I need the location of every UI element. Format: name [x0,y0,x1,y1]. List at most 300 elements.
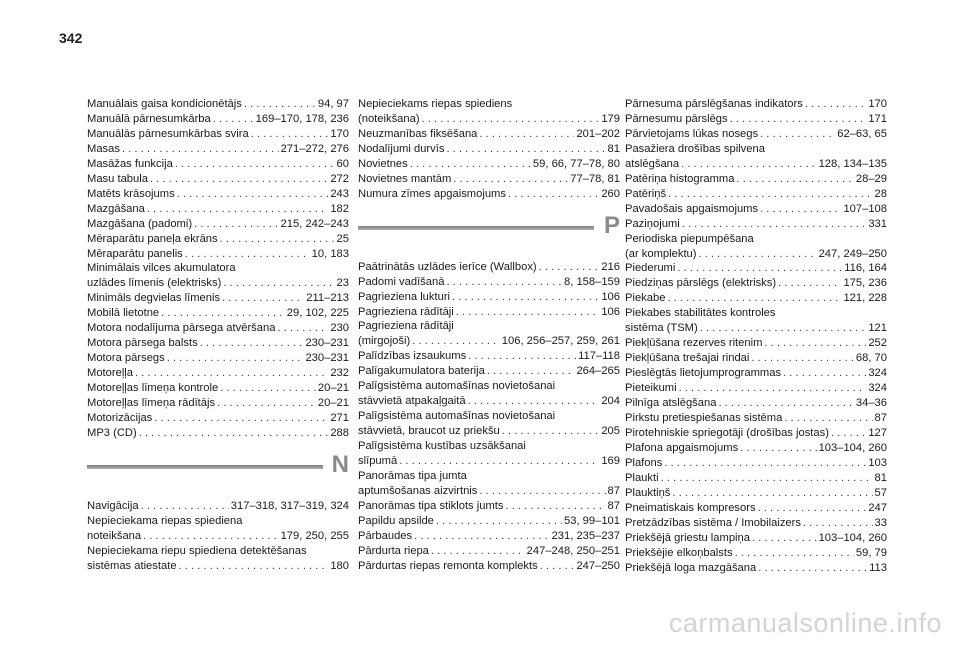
page-reference: 121 [868,322,887,335]
index-term: Mazgāšana [87,202,145,215]
dot-leader [679,381,867,396]
page-reference: 10, 183 [311,247,349,260]
index-entry-row [87,217,349,232]
dot-leader [699,247,817,262]
index-entry [358,275,620,290]
index-entry-line: Palīgsistēma kustības uzsākšanai [358,440,526,453]
index-entry-row [625,471,887,486]
page-reference: 77–78, 81 [570,172,620,185]
index-term: MP3 (CD) [87,426,137,439]
section-letter: P [603,211,620,239]
index-entry-row [87,366,349,381]
index-entry-row [358,454,620,469]
index-entry [358,364,620,379]
index-entry-line: Pasažiera drošības spilvena [625,142,765,155]
page-reference: 211–213 [306,292,349,305]
dot-leader [681,157,816,172]
index-term: Plaukti [625,471,659,484]
dot-leader [412,334,500,349]
index-entry-row [625,202,887,217]
index-entry-row [625,381,887,396]
dot-leader [139,426,329,441]
index-entry-row [358,334,620,349]
dot-leader [410,157,531,172]
index-entry-row [625,366,887,381]
index-entry-row [87,499,349,514]
page-reference: 317–318, 317–319, 324 [230,499,349,512]
page-reference: 324 [868,382,887,395]
index-term: Motorizācijas [87,412,153,425]
index-entry [625,366,887,381]
index-term: slīpumā [358,455,398,468]
dot-leader [760,127,835,142]
dot-leader [506,499,606,514]
section-divider-bar [87,465,323,469]
dot-leader [667,291,841,306]
index-entry-row [358,349,620,364]
dot-leader [223,276,334,291]
index-entry [87,426,349,441]
index-entry-line: Piekabes stabilitātes kontroles [625,307,776,320]
dot-leader [135,366,328,381]
index-entry-row [87,411,349,426]
index-term: Palīdzības izsaukums [358,350,467,363]
page-reference: 57 [874,486,887,499]
index-term: Mobilā lietotne [87,307,160,320]
page-reference: 8, 158–159 [564,275,620,288]
index-entry-line: Minimālais vilces akumulatora [87,262,236,275]
index-term: Masāžas funkcija [87,157,173,170]
index-entry [87,366,349,381]
index-entry-row [625,561,887,576]
index-entry [358,349,620,364]
index-entry [625,97,887,112]
index-entry-row [625,321,887,336]
page-reference: 230–231 [305,337,349,350]
index-term: Papildu apsilde [358,514,434,527]
page-reference: 260 [601,187,620,200]
index-entry-line: Palīgsistēma automašīnas novietošanai [358,410,556,423]
index-entry-row [87,202,349,217]
page-reference: 171 [868,112,887,125]
index-entry [625,142,887,172]
dot-leader [167,351,304,366]
dot-leader [217,396,316,411]
page-reference: 288 [330,426,349,439]
page-reference: 243 [330,187,349,200]
index-entry-row [625,516,887,531]
dot-leader [758,501,867,516]
dot-leader [730,112,867,127]
page-reference: 28 [874,187,887,200]
index-entry-row [625,157,887,172]
index-entry-row [625,291,887,306]
dot-leader [141,499,229,514]
index-entry [625,172,887,187]
dot-leader [661,471,873,486]
page-number: 342 [59,30,83,46]
index-entry [625,336,887,351]
index-term: Motoreļļas līmeņa kontrole [87,382,219,395]
index-entry-row [625,396,887,411]
dot-leader [540,559,575,574]
index-entry-line: Pagrieziena rādītāji [358,320,454,333]
index-entry-row [358,394,620,409]
dot-leader [468,394,600,409]
index-entry [358,97,620,127]
index-term: Numura zīmes apgaismojums [358,187,506,200]
page-reference: 34–36 [855,397,887,410]
index-term: Priekšējā loga mazgāšana [625,561,757,574]
dot-leader [778,276,841,291]
index-entry-row [87,336,349,351]
index-term: Pārnesumu pārslēgs [625,112,728,125]
page-reference: 62–63, 65 [837,127,887,140]
index-entry-row [87,306,349,321]
index-entry-row [358,559,620,574]
page-reference: 81 [607,142,620,155]
index-column-1 [87,97,349,574]
page-reference: 60 [336,157,349,170]
index-term: Motoreļļa [87,367,134,380]
page-reference: 169–170, 178, 236 [255,112,349,125]
page-reference: 271 [330,412,349,425]
index-entry [87,217,349,232]
dot-leader [220,381,316,396]
page-reference: 20–21 [317,382,349,395]
index-entry [625,232,887,262]
index-entry [625,306,887,336]
index-entry [87,381,349,396]
page-reference: 252 [868,337,887,350]
index-entry-row [87,247,349,262]
index-term: Masu tabula [87,172,148,185]
dot-leader [446,142,605,157]
index-entry [87,187,349,202]
dot-leader [751,351,854,366]
page-reference: 106 [601,305,620,318]
dot-leader [479,127,574,142]
index-entry [87,202,349,217]
index-term: Neuzmanības fiksēšana [358,127,478,140]
index-term: Pārbaudes [358,529,413,542]
index-entry-row [87,97,349,112]
page-reference: 59, 79 [855,546,887,559]
index-entry-row [625,441,887,456]
index-entry-row [87,187,349,202]
index-term: Piedziņas pārslēgs (elektrisks) [625,277,777,290]
index-entry-row [358,157,620,172]
index-entry [625,217,887,232]
page-reference: 169 [601,455,620,468]
index-term: Motora pārsegs [87,352,165,365]
index-entry [625,261,887,276]
index-entry [358,319,620,349]
index-term: Matēts krāsojums [87,187,175,200]
dot-leader [664,456,866,471]
index-term: Masas [87,142,120,155]
index-entry [625,396,887,411]
index-entry [625,456,887,471]
index-entry [87,142,349,157]
index-entry [625,546,887,561]
index-entry [358,142,620,157]
index-entry [358,172,620,187]
index-entry-row [358,364,620,379]
index-term: Minimāls degvielas līmenis [87,292,221,305]
page-reference: 103 [868,456,887,469]
index-entry [358,469,620,499]
index-term: Plauktiņš [625,486,671,499]
index-entry-row [625,486,887,501]
page-reference: 33 [874,516,887,529]
dot-leader [805,97,866,112]
index-term: stāvvietā, braucot uz priekšu [358,425,500,438]
page-reference: 81 [874,471,887,484]
index-entry [87,172,349,187]
page-reference: 87 [874,412,887,425]
index-entry-row [87,232,349,247]
index-entry-row [358,529,620,544]
index-entry [625,112,887,127]
dot-leader [122,142,279,157]
page-reference: 23 [336,277,349,290]
index-term: Priekšējie elkoņbalsts [625,546,733,559]
index-entry [358,544,620,559]
index-entry-row [358,544,620,559]
page-reference: 107–108 [843,202,887,215]
index-entry [625,291,887,306]
index-term: Panorāmas tipa stiklots jumts [358,499,504,512]
index-entry [358,187,620,202]
dot-leader [456,305,600,320]
dot-leader [468,349,576,364]
index-term: Piederumi [625,262,676,275]
index-entry-row [625,187,887,202]
index-entry-row [87,157,349,172]
index-term: Motora pārsega balsts [87,337,198,350]
index-entry-row [625,172,887,187]
index-entry [87,514,349,544]
index-entry-row [87,529,349,544]
dot-leader [700,321,867,336]
dot-leader [672,486,872,501]
index-term: Motora nodalījuma pārsega atvēršana [87,322,276,335]
dot-leader [175,157,335,172]
page-reference: 127 [868,426,887,439]
index-entry-row [87,396,349,411]
index-term: Pneimatiskais kompresors [625,501,756,514]
index-entry [87,232,349,247]
index-entry [625,561,887,576]
index-term: Pirotehniskie spriegotāji (drošības jostas) [625,426,829,439]
index-entry-row [87,351,349,366]
page-reference: 331 [868,217,887,230]
index-entry-row [87,559,349,574]
page-reference: 68, 70 [855,352,887,365]
page-reference: 121, 228 [843,292,887,305]
page-reference: 324 [868,367,887,380]
dot-leader [735,546,854,561]
dot-leader [154,411,328,426]
index-entry [87,411,349,426]
watermark-text: carmanualsonline.info [668,608,942,638]
index-entry [87,112,349,127]
index-term: Patēriņš [625,187,667,200]
dot-leader [682,217,867,232]
dot-leader [436,514,562,529]
index-entry [625,381,887,396]
index-term: (ar komplektu) [625,247,697,260]
page-reference: 103–104, 260 [818,441,887,454]
index-entry-row [87,381,349,396]
dot-leader [251,127,329,142]
index-term: Pagrieziena lukturi [358,290,451,303]
page-reference: 247 [868,501,887,514]
index-term: noteikšana [87,529,142,542]
index-entry-row [625,501,887,516]
index-entry-row [87,426,349,441]
page-reference: 179 [601,112,620,125]
index-column-3 [625,97,887,576]
page-reference: 175, 236 [843,277,887,290]
index-term: stāvvietā atpakaļgaitā [358,395,466,408]
page-reference: 53, 99–101 [564,514,620,527]
page-reference: 170 [868,98,887,110]
page-reference: 201–202 [576,127,620,140]
dot-leader [399,454,599,469]
index-entry-row [625,217,887,232]
index-term: Manuālās pārnesumkārbas svira [87,127,249,140]
dot-leader [277,321,328,336]
index-term: Manuālais gaisa kondicionētājs [87,98,242,110]
page-reference: 179, 250, 255 [280,529,349,542]
index-entry [87,544,349,574]
page-reference: 272 [330,172,349,185]
index-entry [625,351,887,366]
index-term: Pilnīga atslēgšana [625,397,717,410]
index-term: aptumšošanas aizvirtnis [358,484,478,497]
index-entry [87,306,349,321]
page-reference: 271–272, 276 [280,142,349,155]
index-term: Navigācija [87,499,139,512]
page-reference: 170 [330,127,349,140]
index-term: Pārvietojams lūkas nosegs [625,127,759,140]
index-entry [625,187,887,202]
index-entry [358,379,620,409]
dot-leader [677,261,842,276]
index-entry-row [358,112,620,127]
index-term: (mirgojoši) [358,335,411,348]
index-entry-row [625,426,887,441]
page-reference: 247–250 [576,559,620,572]
index-term: Mazgāšana (padomi) [87,217,193,230]
index-entry [625,486,887,501]
index-term: Pirkstu pretiespiešanas sistēma [625,412,783,425]
page-reference: 231, 235–237 [551,529,620,542]
page-reference: 106 [601,290,620,303]
index-term: Pieteikumi [625,382,677,395]
index-term: Padomi vadīšanā [358,275,445,288]
index-entry [358,559,620,574]
index-entry-row [625,456,887,471]
index-entry [358,529,620,544]
index-entry [358,305,620,320]
index-entry [625,276,887,291]
index-entry-row [625,531,887,546]
index-entry-row [87,127,349,142]
index-entry [87,499,349,514]
page-reference: 247, 249–250 [818,247,887,260]
index-entry-row [87,172,349,187]
index-entry-row [625,112,887,127]
index-entry [358,499,620,514]
index-entry-row [358,424,620,439]
index-entry [87,247,349,262]
index-term: atslēgšana [625,157,680,170]
page-reference: 106, 256–257, 259, 261 [501,335,620,348]
index-entry-row [625,411,887,426]
dot-leader [760,202,841,217]
index-entry [358,157,620,172]
dot-leader [784,411,872,426]
index-entry [87,291,349,306]
page-reference: 204 [601,395,620,408]
dot-leader [147,202,328,217]
index-entry-line: Nepieciekams riepas spiediens [358,98,513,110]
page-reference: 94, 97 [317,98,349,110]
index-term: Priekšējā griestu lampiņa [625,531,750,544]
index-term: uzlādes līmenis (elektrisks) [87,277,222,290]
page-reference: 59, 66, 77–78, 80 [532,157,620,170]
index-entry-row [358,514,620,529]
page-reference: 20–21 [317,397,349,410]
dot-leader [414,529,549,544]
index-entry-row [87,142,349,157]
page-reference: 116, 164 [844,262,887,275]
index-entry [625,471,887,486]
index-term: Plafona apgaismojums [625,441,739,454]
index-entry-row [358,187,620,202]
index-entry-row [87,112,349,127]
index-term: Pagrieziena rādītāji [358,305,454,318]
index-entry [625,202,887,217]
dot-leader [453,172,568,187]
index-entry-line: Nepieciekama riepu spiediena detektēšanas [87,544,307,557]
page-reference: 29, 102, 225 [286,307,349,320]
index-entry-row [358,172,620,187]
index-term: Pavadošais apgaismojums [625,202,759,215]
page-reference: 117–118 [578,350,620,363]
index-entry [87,97,349,112]
page-reference: 87 [607,484,620,497]
index-entry [358,290,620,305]
dot-leader [479,484,605,499]
index-term: Motoreļļas līmeņa rādītājs [87,397,216,410]
dot-leader [161,306,285,321]
index-term: Piekabe [625,292,666,305]
index-entry-row [625,276,887,291]
index-term: Pārdurtas riepas remonta komplekts [358,559,538,572]
index-entry [625,501,887,516]
page-reference: 103–104, 260 [818,531,887,544]
dot-leader [179,559,329,574]
dot-leader [718,396,853,411]
index-entry-row [358,260,620,275]
index-entry-line: Panorāmas tipa jumta [358,470,467,483]
dot-leader [143,529,278,544]
index-entry [358,127,620,142]
